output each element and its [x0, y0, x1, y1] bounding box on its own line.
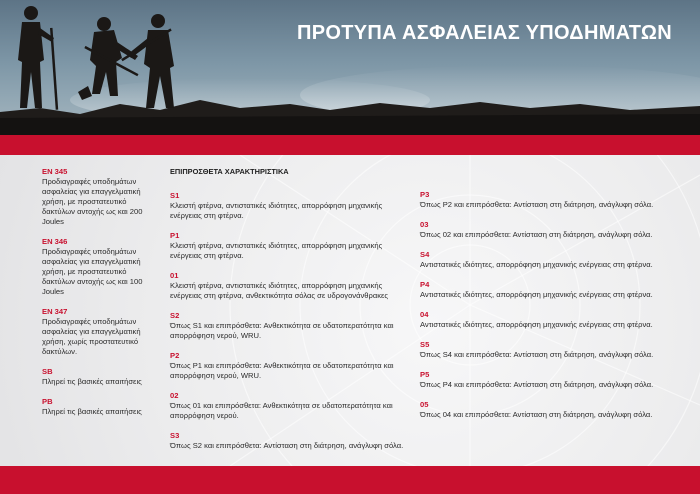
feature-entry	[420, 370, 660, 390]
feature-entry	[420, 220, 660, 240]
feature-description: Όπως 02 και επιπρόσθετα: Αντίσταση στη διάτρηση, ανάγλυφη σόλα.	[420, 230, 653, 239]
feature-entry	[170, 311, 410, 341]
standards-column	[42, 167, 154, 427]
feature-code: S2	[170, 311, 180, 320]
feature-description: Όπως 01 και επιπρόσθετα: Ανθεκτικότητα σε υδατοπερατότητα και απορρόφηση νερού.	[170, 401, 393, 420]
feature-code: P3	[420, 190, 430, 199]
feature-entry	[170, 391, 410, 421]
feature-code: P1	[170, 231, 180, 240]
standard-description: Πληρεί τις βασικές απαιτήσεις	[42, 377, 142, 386]
standard-description: Προδιαγραφές υποδημάτων ασφαλείας για επαγγελματική χρήση, με προστατευτικό δακτύλων αντοχής ως και 100 Joules	[42, 247, 143, 296]
features-heading: ΕΠΙΠΡΟΣΘΕΤΑ ΧΑΡΑΚΤΗΡΙΣΤΙΚΑ	[170, 167, 289, 176]
feature-code: P5	[420, 370, 430, 379]
feature-description: Κλειστή φτέρνα, αντιστατικές ιδιότητες, απορρόφηση μηχανικής ενέργειας στη φτέρνα.	[170, 241, 383, 260]
content-panel	[0, 155, 700, 466]
feature-description: Όπως P4 και επιπρόσθετα: Αντίσταση στη διάτρηση, ανάγλυφη σόλα.	[420, 380, 654, 389]
feature-description: Όπως S2 και επιπρόσθετα: Αντίσταση στη διάτρηση, ανάγλυφη σόλα.	[170, 441, 404, 450]
standard-description: Προδιαγραφές υποδημάτων ασφαλείας για επαγγελματική χρήση, χωρίς προστατευτικό δακτύλων.	[42, 317, 141, 356]
top-red-band	[0, 135, 700, 155]
standard-entry	[42, 307, 154, 357]
feature-description: Αντιστατικές ιδιότητες, απορρόφηση μηχανικής ενέργειας στη φτέρνα.	[420, 290, 653, 299]
bottom-red-band	[0, 466, 700, 494]
feature-entry	[420, 400, 660, 420]
standard-code: EN 345	[42, 167, 68, 176]
hero-banner	[0, 0, 700, 138]
features-column-right	[420, 190, 660, 430]
standard-entry	[42, 367, 154, 387]
standard-code: PB	[42, 397, 53, 406]
feature-code: S5	[420, 340, 430, 349]
feature-description: Όπως P2 και επιπρόσθετα: Αντίσταση στη διάτρηση, ανάγλυφη σόλα.	[420, 200, 654, 209]
feature-description: Κλειστή φτέρνα, αντιστατικές ιδιότητες, απορρόφηση μηχανικής ενέργειας στη φτέρνα.	[170, 201, 383, 220]
standard-entry	[42, 237, 154, 297]
feature-code: P4	[420, 280, 430, 289]
feature-entry	[170, 271, 410, 301]
standard-code: EN 346	[42, 237, 68, 246]
feature-entry	[420, 340, 660, 360]
standard-entry	[42, 167, 154, 227]
feature-description: Κλειστή φτέρνα, αντιστατικές ιδιότητες, απορρόφηση μηχανικής ενέργειας στη φτέρνα, ανθεκτικότητα σόλας σε υδρογονάνθρακες	[170, 281, 389, 300]
feature-entry	[420, 280, 660, 300]
feature-code: S3	[170, 431, 180, 440]
feature-description: Όπως P1 και επιπρόσθετα: Ανθεκτικότητα σε υδατοπερατότητα και απορρόφηση νερού, WRU.	[170, 361, 394, 380]
standard-entry	[42, 397, 154, 417]
feature-description: Αντιστατικές ιδιότητες, απορρόφηση μηχανικής ενέργειας στη φτέρνα.	[420, 320, 653, 329]
feature-code: S4	[420, 250, 430, 259]
standard-description: Πληρεί τις βασικές απαιτήσεις	[42, 407, 142, 416]
feature-code: 03	[420, 220, 429, 229]
standard-code: EN 347	[42, 307, 68, 316]
feature-entry	[170, 351, 410, 381]
workers-silhouette-image	[0, 0, 700, 138]
standard-description: Προδιαγραφές υποδημάτων ασφαλείας για επαγγελματική χρήση, με προστατευτικό δακτύλων αντοχής ως και 200 Joules	[42, 177, 143, 226]
page-title: ΠΡΟΤΥΠΑ ΑΣΦΑΛΕΙΑΣ ΥΠΟΔΗΜΑΤΩΝ	[296, 22, 672, 44]
feature-description: Όπως S4 και επιπρόσθετα: Αντίσταση στη διάτρηση, ανάγλυφη σόλα.	[420, 350, 654, 359]
feature-code: 05	[420, 400, 429, 409]
feature-code: 04	[420, 310, 429, 319]
feature-entry	[170, 431, 410, 451]
standard-code: SB	[42, 367, 53, 376]
features-column-left	[170, 167, 410, 461]
feature-code: 01	[170, 271, 179, 280]
feature-entry	[170, 191, 410, 221]
feature-code: 02	[170, 391, 179, 400]
feature-entry	[170, 231, 410, 261]
feature-entry	[420, 310, 660, 330]
feature-code: S1	[170, 191, 180, 200]
feature-description: Όπως 04 και επιπρόσθετα: Αντίσταση στη διάτρηση, ανάγλυφη σόλα.	[420, 410, 653, 419]
feature-description: Όπως S1 και επιπρόσθετα: Ανθεκτικότητα σε υδατοπερατότητα και απορρόφηση νερού, WRU.	[170, 321, 394, 340]
feature-description: Αντιστατικές ιδιότητες, απορρόφηση μηχανικής ενέργειας στη φτέρνα.	[420, 260, 653, 269]
feature-code: P2	[170, 351, 180, 360]
feature-entry	[420, 190, 660, 210]
feature-entry	[420, 250, 660, 270]
